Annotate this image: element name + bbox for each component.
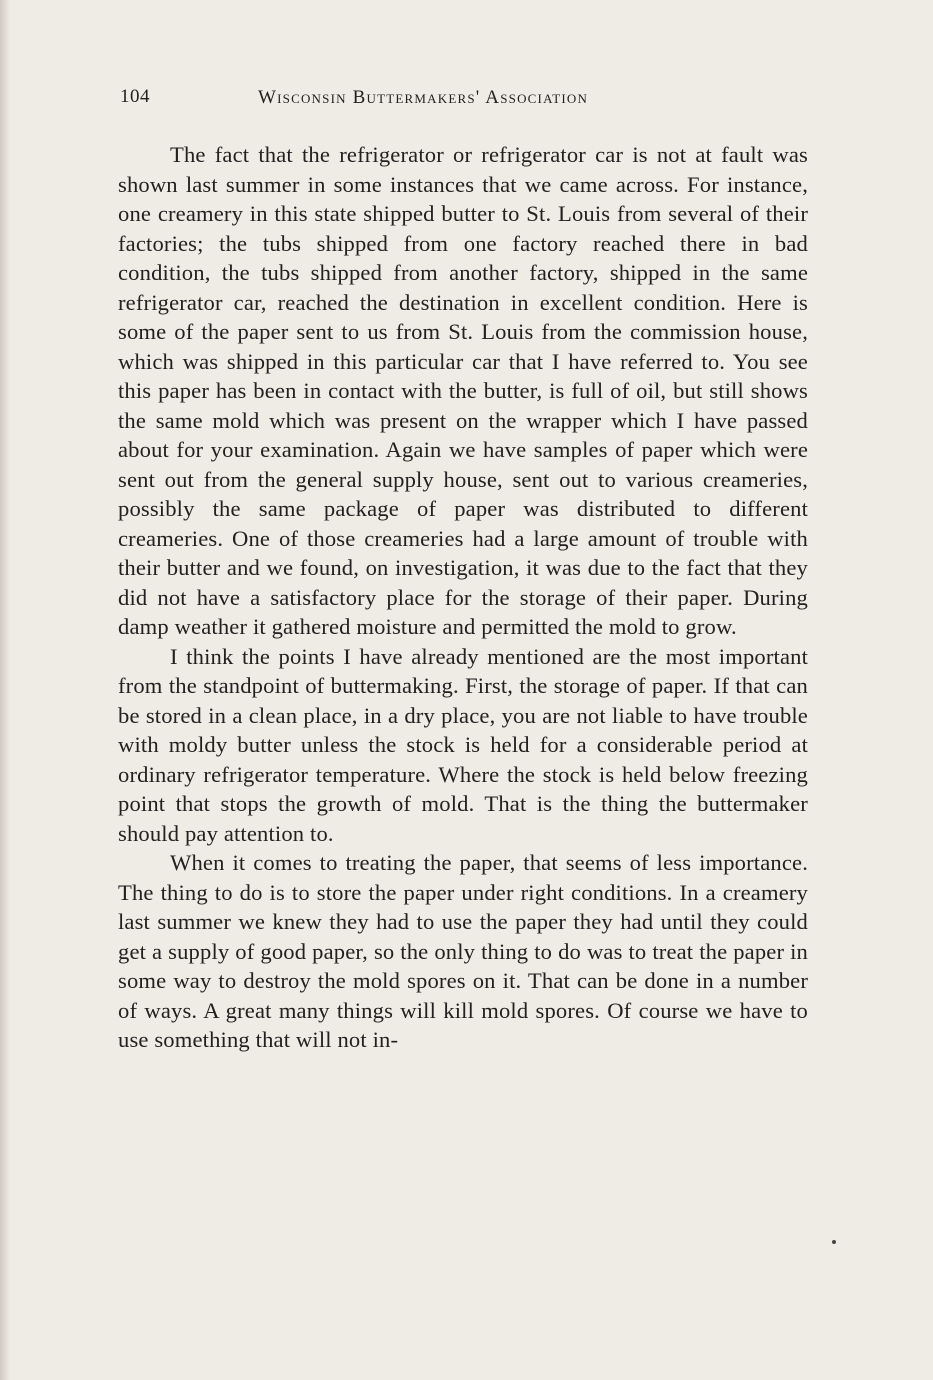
running-head (120, 84, 680, 114)
page-number: 104 (120, 86, 150, 107)
paragraph-treating-paper: When it comes to treating the paper, that seems of less importance. The thing to do is to store the paper under right conditions. In a creamery last summer we knew they had to use the paper they had until they could get a supply of good paper, so the only thing to do was to treat the paper in some way to destroy the mold spores on it. That can be done in a number of ways. A great many things will kill mold spores. Of course we have to use something that will not in- (118, 850, 808, 1052)
paragraph-refrigerator-car: The fact that the refrigerator or refrigerator car is not at fault was shown last summer in some instances that we came across. For instance, one creamery in this state shipped butter to St. Louis from several of their factories; the tubs shipped from one factory reached there in bad condition, the tubs shipped from another factory, shipped in the same refrigerator car, reached the destination in excellent condition. Here is some of the paper sent to us from St. Louis from the commission house, which was shipped in this particular car that I have referred to. You see this paper has been in contact with the butter, is full of oil, but still shows the same mold which was present on the wrapper which I have passed about for your examination. Again we have samples of paper which were sent out from the general supply house, sent out to various creameries, possibly the same package of paper was distributed to different creameries. One of those creameries had a large amount of trouble with their butter and we found, on investigation, it was due to the fact that they did not have a satisfactory place for the storage of their paper. During damp weather it gathered moisture and permitted the mold to grow. (118, 142, 808, 639)
body-text (118, 140, 808, 1055)
running-title: Wisconsin Buttermakers' Association (258, 87, 589, 108)
print-speck (832, 1240, 836, 1244)
paragraph-storage-of-paper: I think the points I have already mentioned are the most important from the standpoint of buttermaking. First, the storage of paper. If that can be stored in a clean place, in a dry place, you are not liable to have trouble with moldy butter unless the stock is held for a considerable period at ordinary refrigerator temperature. Where the stock is held below freezing point that stops the growth of mold. That is the thing the buttermaker should pay attention to. (118, 643, 808, 846)
page-gutter-shadow (0, 0, 10, 1380)
